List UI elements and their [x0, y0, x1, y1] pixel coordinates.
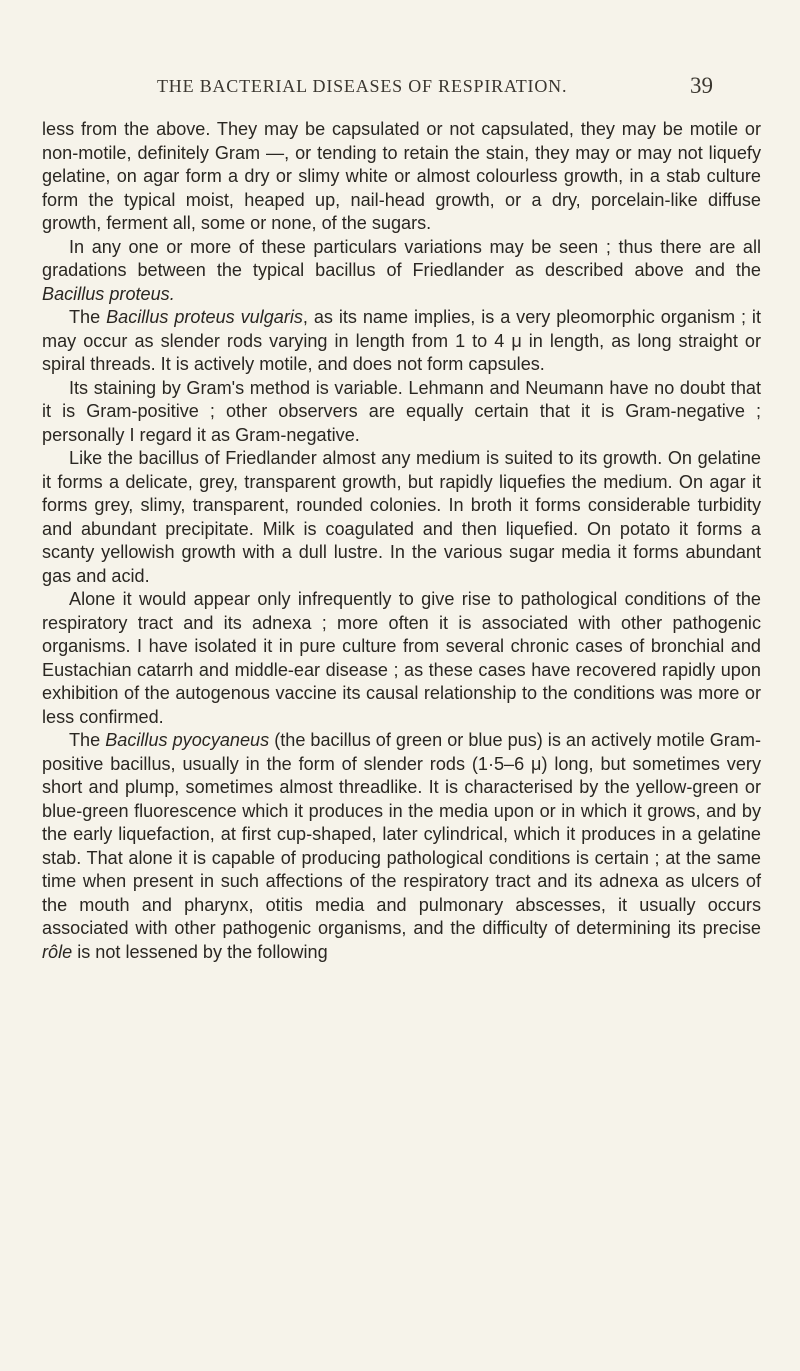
- paragraph-7: [42, 729, 761, 964]
- italic-term: rôle: [42, 941, 73, 962]
- text-body: [42, 118, 761, 964]
- species-name: Bacillus proteus vulgaris: [106, 307, 303, 327]
- paragraph-5: [42, 447, 761, 588]
- paragraph-text: Its staining by Gram's method is variable. Lehmann and Neumann have no doubt that it is Gram-positive ; other observers are equally certain that it is Gram-negative ; personally I regard it as Gram-negative.: [42, 377, 761, 445]
- paragraph-text: The: [69, 730, 106, 750]
- paragraph-6: [42, 588, 761, 729]
- running-head: [0, 73, 800, 106]
- running-title: THE BACTERIAL DISEASES OF RESPIRATION.: [157, 76, 568, 96]
- paragraph-text: less from the above. They may be capsulated or not capsulated, they may be motile or non-motile, definitely Gram —, or tending to retain the stain, they may or may not liquefy gelatine, on agar form a dry or slimy white or almost colourless growth, in a stab culture form the typical moist, heaped up, nail-head growth, or a dry, porcelain-like diffuse growth, ferment all, some or none, of the sugars.: [42, 119, 761, 233]
- paragraph-text: (the bacillus of green or blue pus) is an actively motile Gram-positive bacillus, usually in the form of slender rods (1·5–6 μ) long, but sometimes very short and plump, sometimes almost threadlike. It is characterised by the yellow-green or blue-green fluorescence which it produces in the media upon or in which it grows, and by the early liquefaction, at first cup-shaped, later cylindrical, which it produces in a gelatine stab. That alone it is capable of producing pathological conditions is certain ; at the same time when present in such affections of the respiratory tract and its adnexa as ulcers of the mouth and pharynx, otitis media and pulmonary abscesses, it usually occurs associated with other pathogenic organisms, and the difficulty of determining its precise: [42, 730, 761, 938]
- paragraph-2: [42, 236, 761, 307]
- paragraph-text: In any one or more of these particulars variations may be seen ; thus there are all gradations between the typical bacillus of Friedlander as described above and the: [42, 236, 761, 280]
- species-name: Bacillus proteus.: [42, 283, 175, 304]
- paragraph-1: [42, 118, 761, 236]
- paragraph-text: is not lessened by the following: [72, 941, 328, 962]
- paragraph-text: The: [69, 307, 107, 327]
- species-name: Bacillus pyocyaneus: [105, 730, 270, 750]
- paragraph-text: Like the bacillus of Friedlander almost any medium is suited to its growth. On gelatine it forms a delicate, grey, transparent growth, but rapidly liquefies the medium. On agar it forms grey, slimy, transparent, rounded colonies. In broth it forms considerable turbidity and abundant precipitate. Milk is coagulated and then liquefied. On potato it forms a scanty yellowish growth with a dull lustre. In the various sugar media it forms abundant gas and acid.: [42, 448, 761, 586]
- paragraph-text: Alone it would appear only infrequently to give rise to pathological conditions of the respiratory tract and its adnexa ; more often it is associated with other pathogenic organisms. I have isolated it in pure culture from several chronic cases of bronchial and Eustachian catarrh and middle-ear disease ; as these cases have recovered rapidly upon exhibition of the autogenous vaccine its causal relationship to the conditions was more or less confirmed.: [42, 589, 761, 727]
- paragraph-3: [42, 306, 761, 377]
- paragraph-text: , as its name implies, is a very pleomorphic organism ; it may occur as slender rods varying in length from 1 to 4 μ in length, as long straight or spiral threads. It is actively motile, and does not form capsules.: [42, 307, 761, 374]
- page-number: 39: [690, 73, 713, 98]
- paragraph-4: [42, 377, 761, 448]
